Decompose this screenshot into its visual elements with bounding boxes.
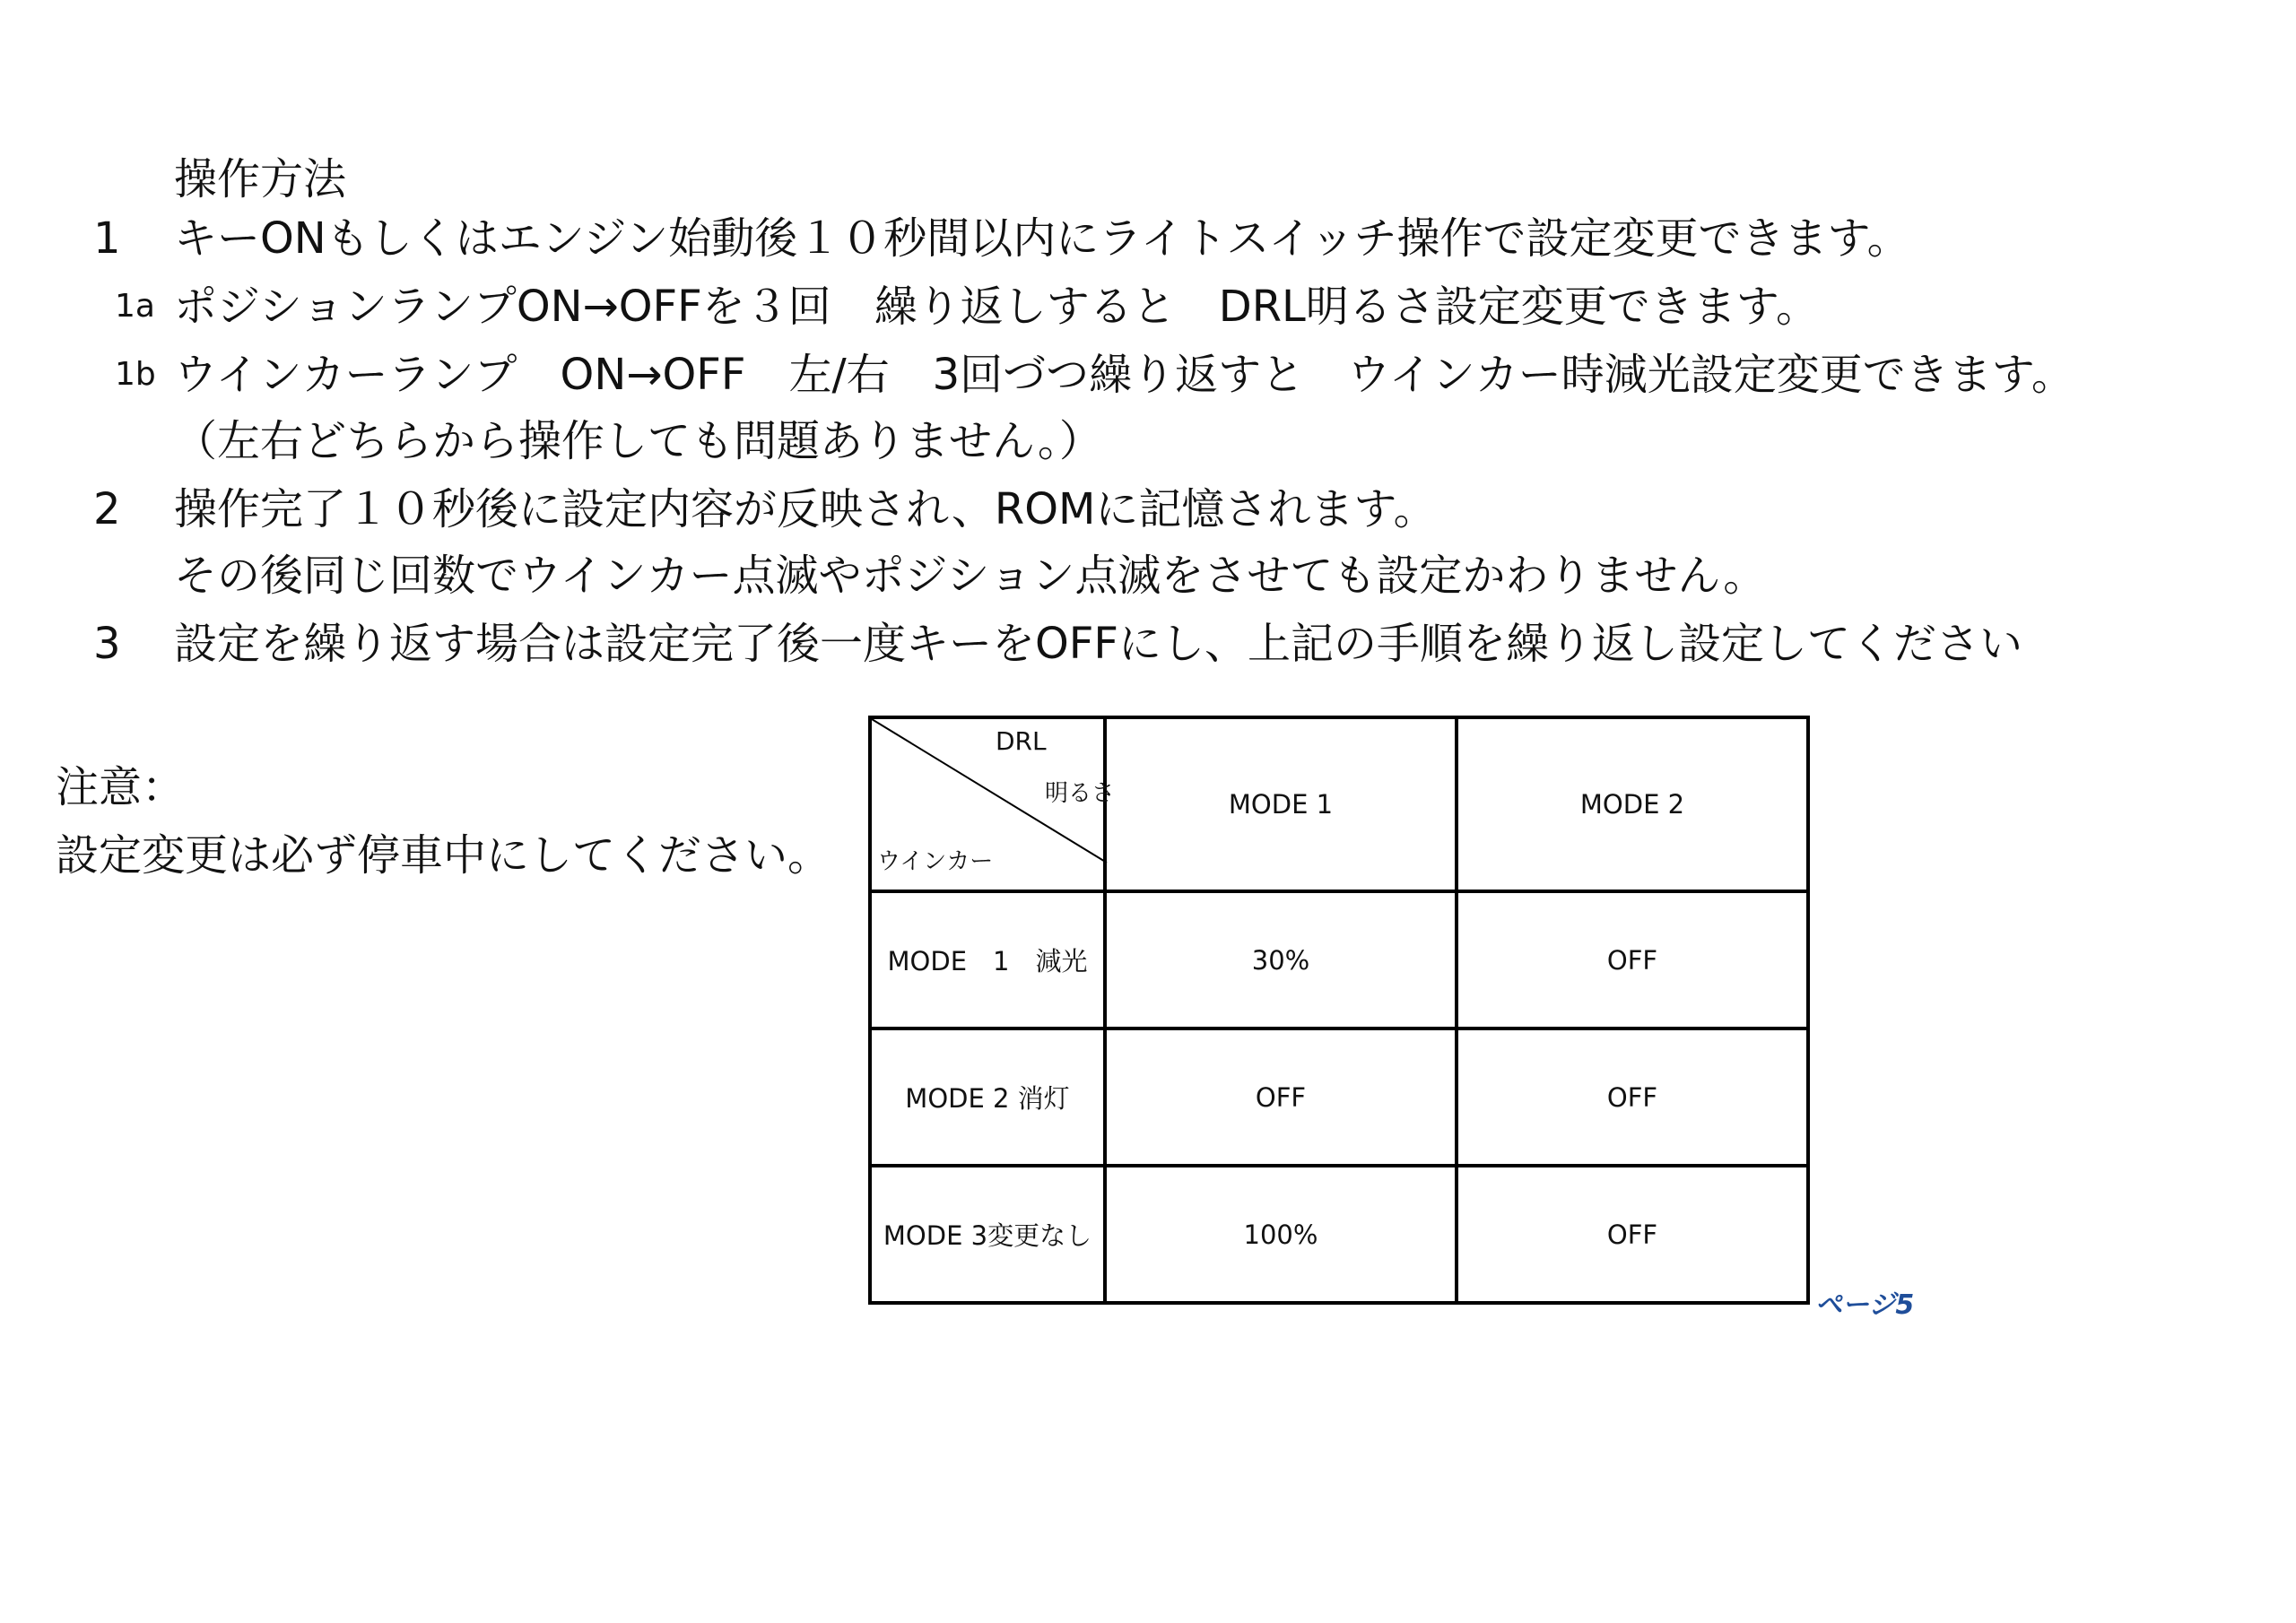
table-cell: OFF (1457, 1166, 1808, 1303)
table-cell: OFF (1457, 1028, 1808, 1166)
step-text: 設定を繰り返す場合は設定完了後一度キーをOFFにし、上記の手順を繰り返し設定してください (174, 619, 2023, 669)
corner-bottom-label: ウインカー (877, 848, 994, 875)
corner-top-label: DRL (996, 726, 1047, 756)
column-header: MODE 1 (1105, 717, 1457, 891)
step-text: ウインカーランプ ON→OFF 左/右 3回づつ繰り返すと ウインカー時減光設定変更できます。 (174, 350, 2074, 400)
table-row (870, 891, 1808, 1028)
step-note: その後同じ回数でウインカー点滅やポジション点滅をさせても設定かわりません。 (174, 551, 1767, 601)
table-cell: 100% (1105, 1166, 1457, 1303)
step-number: 1b (115, 356, 156, 393)
step-note: （左右どちらから操作しても問題ありません。） (174, 416, 1102, 466)
corner-cell (870, 717, 1116, 891)
step-number: 1 (93, 213, 121, 264)
step-number: 2 (93, 484, 121, 534)
row-header: MODE 2 消灯 (870, 1028, 1105, 1166)
notice-text: 設定変更は必ず停車中にしてください。 (56, 830, 831, 881)
step-number: 3 (93, 619, 121, 669)
step-text: ポジションランプON→OFFを３回 繰り返しすると DRL明るさ設定変更できます。 (174, 282, 1819, 332)
step-text: キーONもしくはエンジン始動後１０秒間以内にライトスイッチ操作で設定変更できます。 (174, 213, 1910, 264)
table-row (870, 1166, 1808, 1303)
step-number: 1a (115, 288, 155, 325)
table-header-row (870, 717, 1808, 891)
corner-top-sub-label: 明るさ (1045, 780, 1116, 807)
page-number-label: ページ5 (1815, 1289, 1915, 1321)
row-header: MODE 3変更なし (870, 1166, 1105, 1303)
mode-table (868, 716, 1810, 1305)
table-cell: OFF (1457, 891, 1808, 1028)
table-cell: OFF (1105, 1028, 1457, 1166)
table-cell: 30% (1105, 891, 1457, 1028)
step-text: 操作完了１０秒後に設定内容が反映され、ROMに記憶されます。 (174, 484, 1437, 534)
row-header: MODE 1 減光 (870, 891, 1105, 1028)
column-header: MODE 2 (1457, 717, 1808, 891)
instructions-heading: 操作方法 (174, 154, 347, 204)
notice-title: 注意： (56, 762, 186, 812)
table-row (870, 1028, 1808, 1166)
